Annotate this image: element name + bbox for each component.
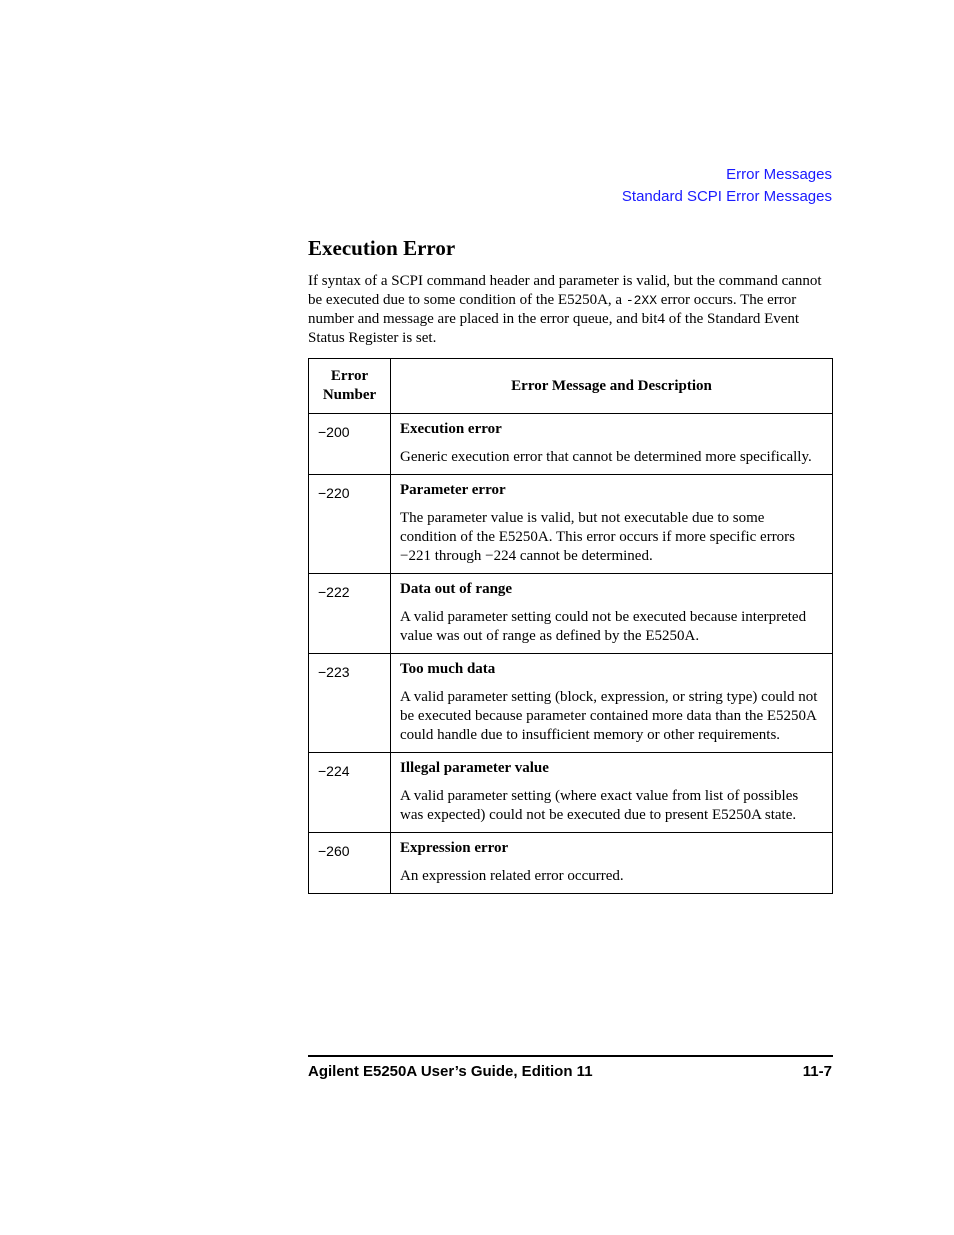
breadcrumb — [622, 164, 832, 208]
error-message-cell — [391, 654, 833, 753]
column-header-error-message: Error Message and Description — [391, 359, 833, 414]
error-message-cell — [391, 833, 833, 894]
column-header-number-line2: Number — [322, 387, 377, 403]
error-message-description: The parameter value is valid, but not executable due to some condition of the E5250A. This error occurs if more specific errors −221 through −224 cannot be determined. — [400, 510, 796, 564]
error-message-title: Too much data — [400, 661, 496, 677]
table-row — [309, 654, 833, 753]
footer-divider — [308, 1055, 833, 1057]
error-message-description: A valid parameter setting (where exact value from list of possibles was expected) could not be executed due to present E5250A state. — [400, 788, 799, 823]
error-message-title: Expression error — [400, 840, 509, 856]
error-number-cell: −200 — [309, 414, 391, 475]
breadcrumb-section-link[interactable]: Standard SCPI Error Messages — [621, 188, 832, 205]
table-row — [309, 833, 833, 894]
table-row — [309, 574, 833, 654]
error-message-title: Parameter error — [400, 482, 506, 498]
execution-error-table — [308, 358, 833, 894]
error-message-cell — [391, 475, 833, 574]
error-number-cell: −224 — [309, 753, 391, 833]
error-message-description: An expression related error occurred. — [400, 868, 624, 884]
intro-text-part1: If syntax of a SCPI command header and parameter is valid, but the command cannot be executed due to some condition of the E5250A, a — [308, 273, 822, 308]
column-header-number-line1: Error — [330, 368, 369, 384]
table-header-row — [309, 359, 833, 414]
error-message-cell — [391, 574, 833, 654]
error-message-description: Generic execution error that cannot be determined more specifically. — [400, 449, 812, 465]
error-number-cell: −222 — [309, 574, 391, 654]
error-number-cell: −260 — [309, 833, 391, 894]
intro-text-part2: error occurs. The error number and message are placed in the error queue, and bit4 of the Standard Event Status Register is set. — [308, 292, 800, 346]
error-code-range: -2XX — [625, 293, 658, 308]
error-message-cell — [391, 414, 833, 475]
error-number-cell: −220 — [309, 475, 391, 574]
section-title: Execution Error — [308, 236, 456, 260]
error-message-title: Execution error — [400, 421, 502, 437]
error-message-cell — [391, 753, 833, 833]
column-header-error-number — [309, 359, 391, 414]
breadcrumb-chapter-link[interactable]: Error Messages — [726, 166, 832, 183]
error-message-description: A valid parameter setting could not be executed because interpreted value was out of range as defined by the E5250A. — [400, 609, 807, 644]
error-message-title: Illegal parameter value — [400, 760, 549, 776]
footer-guide-title: Agilent E5250A User’s Guide, Edition 11 — [308, 1063, 593, 1080]
intro-paragraph — [308, 272, 836, 348]
error-message-description: A valid parameter setting (block, expression, or string type) could not be executed because parameter contained more data than the E5250A could handle due to insufficient memory or other requirements. — [400, 689, 818, 743]
footer-page-number: 11-7 — [802, 1063, 832, 1080]
table-row — [309, 475, 833, 574]
table-row — [309, 753, 833, 833]
error-number-cell: −223 — [309, 654, 391, 753]
table-row — [309, 414, 833, 475]
error-message-title: Data out of range — [400, 581, 513, 597]
